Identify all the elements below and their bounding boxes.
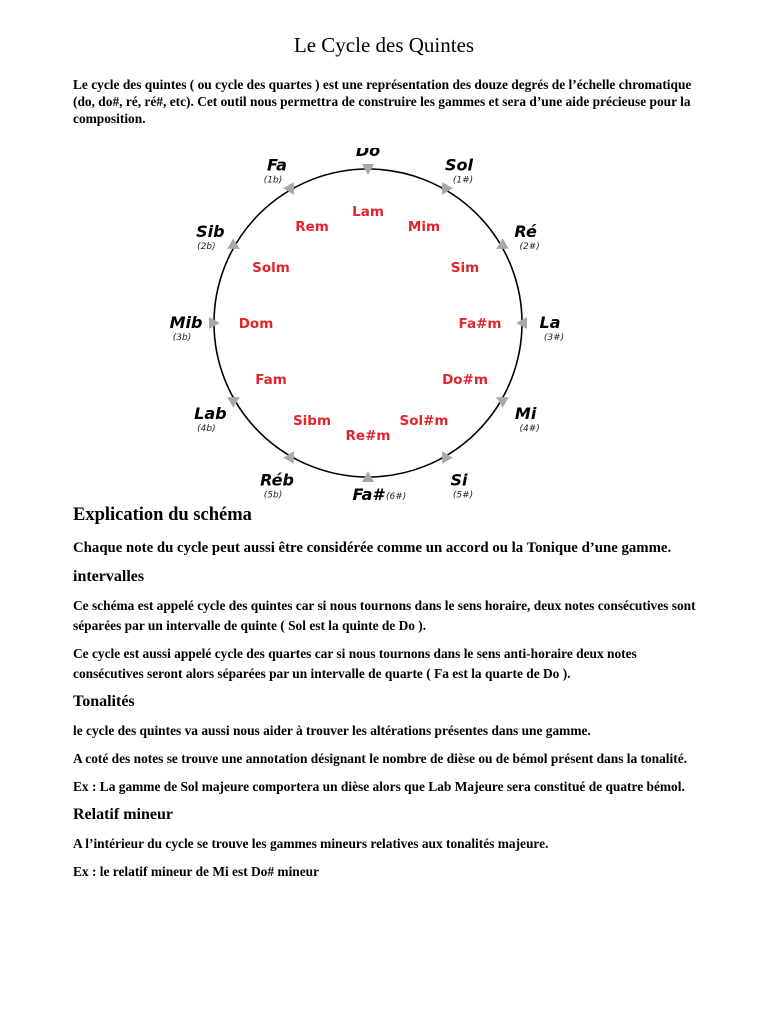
relative-minor-label: Rem xyxy=(295,219,329,236)
accidental-count: (3#) xyxy=(543,333,565,343)
relative-minor-label: Dom xyxy=(238,316,274,332)
relative-minor-label: Sibm xyxy=(292,412,332,429)
note-label: Fa xyxy=(267,155,287,175)
intro-paragraph: Le cycle des quintes ( ou cycle des quartes ) est une représentation des douze degrés de l’échelle chromatique (do, do#, ré, ré#, etc). Cet outil nous permettra de construire les gammes et sera d’une aide précieuse pour la composition. xyxy=(73,77,692,126)
accidental-count: (2#) xyxy=(519,242,540,252)
relatif-paragraph-1: A l’intérieur du cycle se trouve les gammes mineurs relatives aux tonalités majeure. xyxy=(73,836,549,851)
section-heading-intervalles: intervalles xyxy=(73,568,145,585)
relatif-paragraph-2: Ex : le relatif mineur de Mi est Do# mineur xyxy=(73,864,320,879)
section-heading-tonalites: Tonalités xyxy=(73,693,135,710)
note-label: Ré xyxy=(514,222,537,241)
note-label: Réb xyxy=(260,470,294,490)
relative-minor-label: Sim xyxy=(450,260,480,276)
tonalites-paragraph-3: Ex : La gamme de Sol majeure comportera un dièse alors que Lab Majeure sera constitué de quatre bémol. xyxy=(73,779,685,794)
relative-minor-label: Re#m xyxy=(345,428,391,444)
tonalites-paragraph-1: le cycle des quintes va aussi nous aider à trouver les altérations présentes dans une gamme. xyxy=(73,723,591,738)
note-label: Do xyxy=(355,148,381,160)
note-label: Sol xyxy=(445,155,473,175)
section-heading-relatif: Relatif mineur xyxy=(73,806,173,823)
circle-of-fifths-diagram xyxy=(150,148,570,508)
page-title: Le Cycle des Quintes xyxy=(293,33,475,57)
relative-minor-label: Do#m xyxy=(442,372,488,388)
accidental-count: (4#) xyxy=(519,424,540,434)
relative-minor-label: Sol#m xyxy=(399,412,449,429)
relative-minor-label: Fam xyxy=(255,372,287,388)
accidental-count: (6#) xyxy=(386,492,407,502)
note-label: Sib xyxy=(196,222,225,241)
note-label: Lab xyxy=(194,404,227,423)
content xyxy=(73,503,698,890)
explication-text: Chaque note du cycle peut aussi être considérée comme un accord ou la Tonique d’une gamme. xyxy=(73,540,672,556)
accidental-count: (3b) xyxy=(172,333,192,343)
tonalites-paragraph-2: A coté des notes se trouve une annotation désignant le nombre de dièse ou de bémol présent dans la tonalité. xyxy=(73,751,688,766)
accidental-count: (1b) xyxy=(263,175,283,186)
note-label: Mib xyxy=(169,313,203,332)
accidental-count: (5b) xyxy=(263,490,283,501)
section-heading-explication: Explication du schéma xyxy=(73,505,252,525)
relative-minor-label: Solm xyxy=(252,260,290,276)
intervalles-paragraph-1: Ce schéma est appelé cycle des quintes car si nous tournons dans le sens horaire, deux notes consécutives sont séparées par un intervalle de quinte ( Sol est la quinte de Do ). xyxy=(73,598,696,633)
circle-of-fifths-svg xyxy=(150,148,570,508)
note-label: Fa# xyxy=(352,485,384,504)
relative-minor-label: Lam xyxy=(352,204,384,220)
relative-minor-label: Mim xyxy=(407,219,441,236)
note-label: Si xyxy=(450,470,468,490)
accidental-count: (1#) xyxy=(452,175,474,186)
intervalles-paragraph-2: Ce cycle est aussi appelé cycle des quartes car si nous tournons dans le sens anti-horaire deux notes consécutives seront alors séparées par un intervalle de quarte ( Fa est la quarte de Do ). xyxy=(73,646,637,681)
accidental-count: (5#) xyxy=(452,490,474,501)
note-label: Mi xyxy=(514,404,537,423)
accidental-count: (4b) xyxy=(197,424,216,434)
note-label: La xyxy=(539,313,561,332)
accidental-count: (2b) xyxy=(197,242,216,252)
relative-minor-label: Fa#m xyxy=(458,316,502,332)
